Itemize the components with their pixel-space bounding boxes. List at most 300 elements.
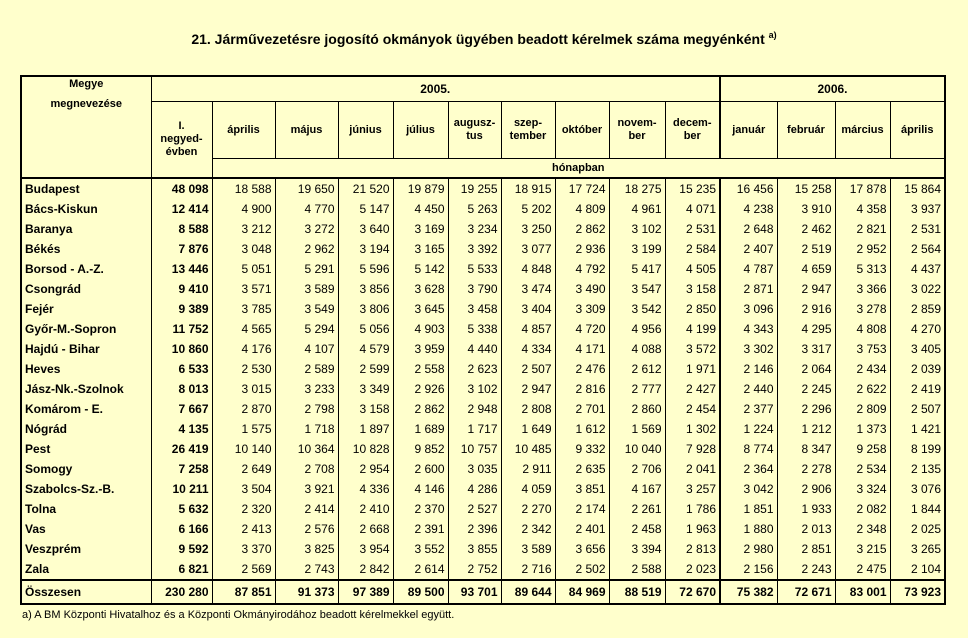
month-value: 2 419 [890, 379, 945, 399]
q1-value: 230 280 [151, 580, 212, 604]
month-value: 1 971 [665, 359, 720, 379]
month-value: 3 549 [275, 299, 338, 319]
table-row [21, 178, 945, 199]
month-value: 4 720 [555, 319, 609, 339]
table-row [21, 299, 945, 319]
month-value: 3 278 [835, 299, 890, 319]
month-value: 2 146 [720, 359, 777, 379]
page-title [0, 30, 968, 47]
q1-value: 11 752 [151, 319, 212, 339]
month-value: 89 500 [393, 580, 448, 604]
table-row [21, 339, 945, 359]
month-value: 3 825 [275, 539, 338, 559]
month-header-2006: április [890, 102, 945, 159]
month-value: 2 364 [720, 459, 777, 479]
month-value: 2 708 [275, 459, 338, 479]
month-value: 4 450 [393, 199, 448, 219]
region-name: Veszprém [25, 542, 82, 556]
month-value: 1 880 [720, 519, 777, 539]
month-value: 4 437 [890, 259, 945, 279]
title-text: 21. Járművezetésre jogosító okmányok ügyében beadott kérelmek száma megyénként [191, 31, 765, 47]
month-header-2005 [665, 102, 720, 159]
month-value: 2 401 [555, 519, 609, 539]
month-value: 2 558 [393, 359, 448, 379]
month-value: 2 407 [720, 239, 777, 259]
total-row [21, 580, 945, 604]
month-value: 3 096 [720, 299, 777, 319]
month-value: 2 377 [720, 399, 777, 419]
month-value: 18 588 [212, 178, 275, 199]
month-value: 5 417 [609, 259, 665, 279]
region-name: Komárom - E. [25, 402, 104, 416]
month-value: 3 233 [275, 379, 338, 399]
month-value: 3 349 [338, 379, 393, 399]
month-value: 2 530 [212, 359, 275, 379]
year-2005-header: 2005. [151, 76, 720, 102]
month-value: 2 589 [275, 359, 338, 379]
month-value: 1 844 [890, 499, 945, 519]
month-value: 2 270 [501, 499, 555, 519]
month-value: 2 414 [275, 499, 338, 519]
month-value: 2 261 [609, 499, 665, 519]
month-value: 2 649 [212, 459, 275, 479]
month-value: 15 235 [665, 178, 720, 199]
month-value: 1 963 [665, 519, 720, 539]
table-row [21, 419, 945, 439]
region-name: Bács-Kiskun [25, 202, 98, 216]
month-value: 4 176 [212, 339, 275, 359]
table-row [21, 499, 945, 519]
month-value: 4 171 [555, 339, 609, 359]
month-value: 3 785 [212, 299, 275, 319]
month-value: 3 589 [275, 279, 338, 299]
month-value: 2 952 [835, 239, 890, 259]
month-value: 2 507 [890, 399, 945, 419]
region-name: Vas [25, 522, 46, 536]
q1-value: 8 013 [151, 379, 212, 399]
month-value: 3 077 [501, 239, 555, 259]
month-value: 1 373 [835, 419, 890, 439]
region-name: Hajdú - Bihar [25, 342, 100, 356]
month-header-2005 [555, 102, 609, 159]
month-value: 2 507 [501, 359, 555, 379]
month-value: 2 082 [835, 499, 890, 519]
month-value: 2 023 [665, 559, 720, 580]
table-row [21, 459, 945, 479]
month-value: 3 169 [393, 219, 448, 239]
month-value: 88 519 [609, 580, 665, 604]
month-value: 3 790 [448, 279, 501, 299]
month-value: 2 502 [555, 559, 609, 580]
month-header-line1: augusz- [453, 117, 496, 129]
month-value: 2 871 [720, 279, 777, 299]
month-value: 72 671 [777, 580, 835, 604]
month-value: 3 158 [665, 279, 720, 299]
month-value: 2 440 [720, 379, 777, 399]
month-value: 3 194 [338, 239, 393, 259]
month-value: 3 490 [555, 279, 609, 299]
month-value: 4 809 [555, 199, 609, 219]
month-value: 5 533 [448, 259, 501, 279]
q1-value: 6 533 [151, 359, 212, 379]
month-value: 3 317 [777, 339, 835, 359]
month-value: 17 878 [835, 178, 890, 199]
month-value: 3 199 [609, 239, 665, 259]
q1-value: 8 588 [151, 219, 212, 239]
q1-header-line2: negyed- [160, 133, 203, 145]
month-value: 16 456 [720, 178, 777, 199]
month-value: 3 272 [275, 219, 338, 239]
month-value: 4 059 [501, 479, 555, 499]
month-value: 2 413 [212, 519, 275, 539]
month-value: 2 842 [338, 559, 393, 580]
month-header-line2: tus [466, 130, 483, 142]
month-value: 3 158 [338, 399, 393, 419]
month-value: 4 579 [338, 339, 393, 359]
month-value: 1 302 [665, 419, 720, 439]
month-header-2005 [212, 102, 275, 159]
q1-value: 13 446 [151, 259, 212, 279]
month-value: 1 212 [777, 419, 835, 439]
month-value: 3 589 [501, 539, 555, 559]
region-name: Borsod - A.-Z. [25, 262, 104, 276]
month-value: 2 531 [665, 219, 720, 239]
month-value: 18 915 [501, 178, 555, 199]
month-value: 3 628 [393, 279, 448, 299]
month-value: 2 534 [835, 459, 890, 479]
month-value: 2 342 [501, 519, 555, 539]
month-value: 2 245 [777, 379, 835, 399]
month-value: 4 440 [448, 339, 501, 359]
month-value: 10 364 [275, 439, 338, 459]
month-value: 2 743 [275, 559, 338, 580]
month-value: 2 348 [835, 519, 890, 539]
unit-header: hónapban [212, 159, 945, 179]
q1-value: 10 860 [151, 339, 212, 359]
month-value: 2 174 [555, 499, 609, 519]
table-row [21, 359, 945, 379]
month-value: 3 022 [890, 279, 945, 299]
month-value: 4 961 [609, 199, 665, 219]
region-name: Csongrád [25, 282, 82, 296]
table-row [21, 319, 945, 339]
table-row [21, 479, 945, 499]
month-value: 1 897 [338, 419, 393, 439]
month-header-line1: július [406, 123, 435, 136]
month-value: 2 041 [665, 459, 720, 479]
month-value: 87 851 [212, 580, 275, 604]
month-value: 3 370 [212, 539, 275, 559]
month-value: 4 334 [501, 339, 555, 359]
month-value: 2 391 [393, 519, 448, 539]
month-value: 2 860 [609, 399, 665, 419]
month-value: 3 552 [393, 539, 448, 559]
month-value: 2 716 [501, 559, 555, 580]
month-value: 3 504 [212, 479, 275, 499]
month-value: 2 808 [501, 399, 555, 419]
month-value: 2 926 [393, 379, 448, 399]
table-row [21, 279, 945, 299]
month-value: 3 215 [835, 539, 890, 559]
region-name: Jász-Nk.-Szolnok [25, 382, 124, 396]
table-row [21, 519, 945, 539]
month-value: 4 787 [720, 259, 777, 279]
month-header-line1: novem- [617, 117, 657, 129]
month-value: 9 332 [555, 439, 609, 459]
month-value: 2 569 [212, 559, 275, 580]
q1-header-line3: évben [165, 146, 198, 158]
month-value: 3 458 [448, 299, 501, 319]
month-value: 73 923 [890, 580, 945, 604]
q1-value: 4 135 [151, 419, 212, 439]
month-value: 19 255 [448, 178, 501, 199]
month-value: 2 906 [777, 479, 835, 499]
q1-value: 48 098 [151, 178, 212, 199]
region-name: Szabolcs-Sz.-B. [25, 482, 115, 496]
month-value: 2 531 [890, 219, 945, 239]
q1-value: 7 258 [151, 459, 212, 479]
month-value: 10 757 [448, 439, 501, 459]
month-value: 3 324 [835, 479, 890, 499]
month-value: 4 903 [393, 319, 448, 339]
month-value: 3 404 [501, 299, 555, 319]
month-value: 2 798 [275, 399, 338, 419]
q1-value: 26 419 [151, 439, 212, 459]
table-row [21, 539, 945, 559]
month-value: 1 689 [393, 419, 448, 439]
table-row [21, 559, 945, 580]
region-name: Somogy [25, 462, 73, 476]
month-value: 3 921 [275, 479, 338, 499]
month-value: 1 851 [720, 499, 777, 519]
month-header-2005 [338, 102, 393, 159]
month-value: 72 670 [665, 580, 720, 604]
q1-value: 9 592 [151, 539, 212, 559]
month-value: 2 816 [555, 379, 609, 399]
q1-value: 6 166 [151, 519, 212, 539]
month-value: 2 622 [835, 379, 890, 399]
month-value: 3 855 [448, 539, 501, 559]
month-value: 2 648 [720, 219, 777, 239]
month-value: 3 035 [448, 459, 501, 479]
month-value: 2 752 [448, 559, 501, 580]
month-value: 2 668 [338, 519, 393, 539]
month-value: 3 265 [890, 539, 945, 559]
month-value: 5 202 [501, 199, 555, 219]
month-header-2006: január [720, 102, 777, 159]
month-value: 4 088 [609, 339, 665, 359]
month-value: 3 645 [393, 299, 448, 319]
month-value: 2 475 [835, 559, 890, 580]
month-value: 19 650 [275, 178, 338, 199]
month-value: 83 001 [835, 580, 890, 604]
month-value: 4 505 [665, 259, 720, 279]
q1-value: 9 389 [151, 299, 212, 319]
month-value: 2 584 [665, 239, 720, 259]
month-value: 3 474 [501, 279, 555, 299]
month-header-2006: március [835, 102, 890, 159]
year-2006-header: 2006. [720, 76, 945, 102]
month-value: 4 146 [393, 479, 448, 499]
month-value: 2 947 [501, 379, 555, 399]
table-row [21, 259, 945, 279]
month-value: 2 410 [338, 499, 393, 519]
month-value: 3 571 [212, 279, 275, 299]
title-footnote-marker: a) [768, 30, 777, 40]
q1-value: 10 211 [151, 479, 212, 499]
month-value: 2 156 [720, 559, 777, 580]
month-header-line2: tember [509, 130, 547, 142]
month-value: 4 808 [835, 319, 890, 339]
month-value: 3 856 [338, 279, 393, 299]
month-value: 1 717 [448, 419, 501, 439]
month-value: 3 048 [212, 239, 275, 259]
month-value: 9 852 [393, 439, 448, 459]
month-value: 97 389 [338, 580, 393, 604]
month-value: 2 862 [555, 219, 609, 239]
month-value: 2 809 [835, 399, 890, 419]
month-header-line1: szep- [513, 117, 543, 129]
month-value: 2 320 [212, 499, 275, 519]
month-value: 2 278 [777, 459, 835, 479]
month-value: 2 064 [777, 359, 835, 379]
month-value: 3 640 [338, 219, 393, 239]
month-value: 3 309 [555, 299, 609, 319]
region-name: Tolna [25, 502, 57, 516]
month-header-2005 [448, 102, 501, 159]
month-value: 5 294 [275, 319, 338, 339]
month-value: 2 476 [555, 359, 609, 379]
table-row [21, 379, 945, 399]
month-value: 2 600 [393, 459, 448, 479]
q1-value: 7 667 [151, 399, 212, 419]
table-row [21, 239, 945, 259]
q1-value: 12 414 [151, 199, 212, 219]
month-value: 89 644 [501, 580, 555, 604]
month-value: 3 753 [835, 339, 890, 359]
month-value: 17 724 [555, 178, 609, 199]
month-value: 2 821 [835, 219, 890, 239]
q1-value: 7 876 [151, 239, 212, 259]
month-header-line1: május [290, 123, 323, 136]
month-value: 5 338 [448, 319, 501, 339]
month-value: 2 911 [501, 459, 555, 479]
month-value: 2 135 [890, 459, 945, 479]
month-header-2005 [609, 102, 665, 159]
month-value: 7 928 [665, 439, 720, 459]
month-value: 1 933 [777, 499, 835, 519]
month-value: 2 706 [609, 459, 665, 479]
region-name: Zala [25, 562, 50, 576]
month-value: 2 104 [890, 559, 945, 580]
month-value: 2 454 [665, 399, 720, 419]
region-name: Győr-M.-Sopron [25, 322, 117, 336]
region-name: Fejér [25, 302, 54, 316]
month-value: 4 295 [777, 319, 835, 339]
month-value: 4 336 [338, 479, 393, 499]
month-value: 1 569 [609, 419, 665, 439]
month-value: 2 462 [777, 219, 835, 239]
month-value: 10 140 [212, 439, 275, 459]
month-value: 2 370 [393, 499, 448, 519]
month-value: 2 916 [777, 299, 835, 319]
month-value: 3 257 [665, 479, 720, 499]
month-value: 4 565 [212, 319, 275, 339]
month-value: 8 774 [720, 439, 777, 459]
month-value: 2 458 [609, 519, 665, 539]
month-value: 2 859 [890, 299, 945, 319]
month-header-line2: ber [628, 130, 646, 142]
month-value: 3 937 [890, 199, 945, 219]
month-value: 4 857 [501, 319, 555, 339]
month-value: 3 250 [501, 219, 555, 239]
month-value: 2 948 [448, 399, 501, 419]
table-row [21, 399, 945, 419]
month-value: 2 564 [890, 239, 945, 259]
month-value: 2 777 [609, 379, 665, 399]
month-value: 5 051 [212, 259, 275, 279]
month-value: 2 434 [835, 359, 890, 379]
month-value: 3 042 [720, 479, 777, 499]
month-value: 2 962 [275, 239, 338, 259]
month-value: 2 850 [665, 299, 720, 319]
month-value: 3 959 [393, 339, 448, 359]
month-value: 3 102 [609, 219, 665, 239]
month-header-2005 [275, 102, 338, 159]
q1-value: 5 632 [151, 499, 212, 519]
month-value: 3 572 [665, 339, 720, 359]
month-value: 93 701 [448, 580, 501, 604]
region-name: Baranya [25, 222, 73, 236]
month-header-line2: ber [683, 130, 701, 142]
month-value: 3 806 [338, 299, 393, 319]
month-value: 4 900 [212, 199, 275, 219]
month-value: 2 599 [338, 359, 393, 379]
month-value: 3 405 [890, 339, 945, 359]
month-value: 2 635 [555, 459, 609, 479]
month-header-line1: április [227, 123, 260, 136]
month-value: 1 421 [890, 419, 945, 439]
month-value: 3 076 [890, 479, 945, 499]
month-value: 3 366 [835, 279, 890, 299]
month-value: 2 519 [777, 239, 835, 259]
month-value: 4 770 [275, 199, 338, 219]
month-value: 1 575 [212, 419, 275, 439]
month-value: 4 848 [501, 259, 555, 279]
month-value: 3 542 [609, 299, 665, 319]
month-value: 5 142 [393, 259, 448, 279]
month-value: 4 659 [777, 259, 835, 279]
month-value: 5 056 [338, 319, 393, 339]
month-value: 2 862 [393, 399, 448, 419]
month-value: 4 343 [720, 319, 777, 339]
month-value: 15 864 [890, 178, 945, 199]
month-value: 3 102 [448, 379, 501, 399]
month-value: 5 313 [835, 259, 890, 279]
month-header-2005 [501, 102, 555, 159]
table-row [21, 199, 945, 219]
month-value: 2 980 [720, 539, 777, 559]
month-value: 5 291 [275, 259, 338, 279]
month-value: 3 234 [448, 219, 501, 239]
month-value: 4 270 [890, 319, 945, 339]
month-value: 91 373 [275, 580, 338, 604]
region-column-header [21, 76, 151, 178]
month-value: 5 147 [338, 199, 393, 219]
region-header-line2: megnevezése [50, 98, 123, 110]
region-name: Nógrád [25, 422, 67, 436]
month-value: 75 382 [720, 580, 777, 604]
